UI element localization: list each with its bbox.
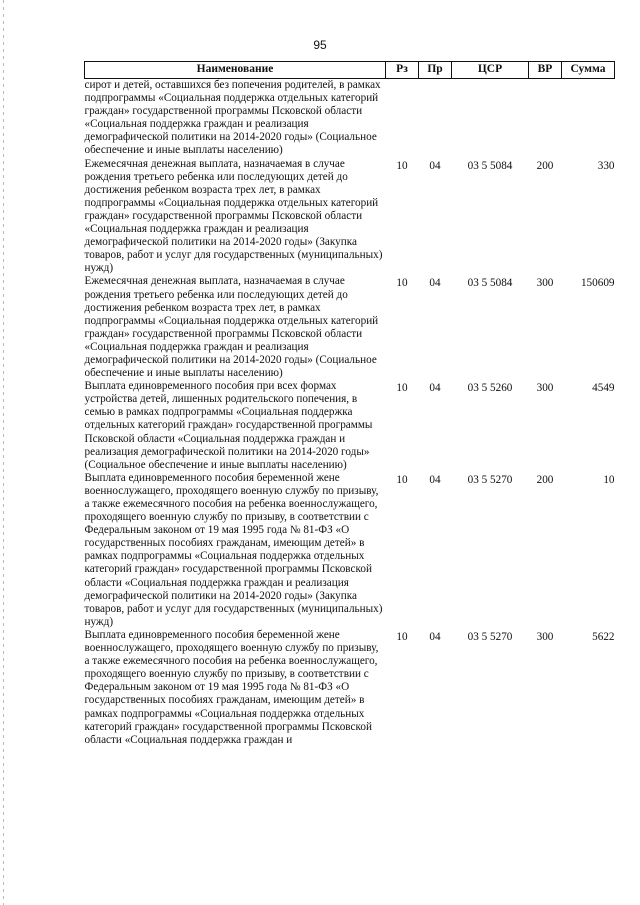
header-rz: Рз xyxy=(386,62,419,79)
row-pr: 04 xyxy=(429,473,441,486)
row-name: Ежемесячная денежная выплата, назначаемая в случае рождения третьего ребенка или последующих детей до достижения ребенком возраста трех лет, в рамках подпрограммы «Социальная поддержка отдельных категорий граждан» государственной программы Псковской области «Социальная поддержка граждан и реализация демографической политики на 2014-2020 годы» (Социальное обеспечение и иные выплаты населению) xyxy=(84,275,379,380)
row-vr xyxy=(529,79,562,158)
header-name: Наименование xyxy=(85,62,386,79)
row-csr: 03 5 5270 xyxy=(467,473,513,486)
table-row xyxy=(85,629,615,747)
table-header xyxy=(85,62,615,79)
header-sum: Сумма xyxy=(562,62,615,79)
table-row xyxy=(85,472,615,629)
row-sum: 330 xyxy=(597,159,615,172)
row-csr xyxy=(452,79,529,158)
row-name: Выплата единовременного пособия беременной жене военнослужащего, проходящего военную службу по призыву, а также ежемесячного пособия на ребенка военнослужащего, проходящего военную службу по призыву, в соответствии с Федеральным законом от 19 мая 1995 года № 81-ФЗ «О государственных пособиях гражданам, имеющим детей» в рамках подпрограммы «Социальная поддержка отдельных категорий граждан» государственной программы Псковской области «Социальная поддержка граждан и реализация демографической политики на 2014-2020 годы» (Закупка товаров, работ и услуг для государственных (муниципальных) нужд) xyxy=(84,471,383,628)
row-vr: 300 xyxy=(536,277,554,290)
table-row xyxy=(85,380,615,472)
row-rz: 10 xyxy=(396,159,408,172)
budget-table xyxy=(84,61,615,747)
row-vr: 300 xyxy=(536,382,554,395)
scan-edge xyxy=(3,0,4,905)
row-pr: 04 xyxy=(429,159,441,172)
row-vr: 300 xyxy=(536,630,554,643)
row-sum: 5622 xyxy=(592,630,615,643)
row-rz: 10 xyxy=(396,630,408,643)
header-csr: ЦСР xyxy=(452,62,529,79)
row-name: Выплата единовременного пособия беременной жене военнослужащего, проходящего военную службу по призыву, а также ежемесячного пособия на ребенка военнослужащего, проходящего военную службу по призыву, в соответствии с Федеральным законом от 19 мая 1995 года № 81-ФЗ «О государственных пособиях гражданам, имеющим детей» в рамках подпрограммы «Социальная поддержка отдельных категорий граждан» государственной программы Псковской области «Социальная поддержка граждан и xyxy=(84,628,379,746)
row-pr xyxy=(419,79,452,158)
row-name: Выплата единовременного пособия при всех формах устройства детей, лишенных родительского попечения, в семью в рамках подпрограммы «Социальная поддержка отдельных категорий граждан» государственной программы Псковской области «Социальная поддержка граждан и реализация демографической политики на 2014-2020 годы» (Социальное обеспечение и иные выплаты населению) xyxy=(84,380,373,471)
row-csr: 03 5 5260 xyxy=(467,382,513,395)
row-csr: 03 5 5084 xyxy=(467,159,513,172)
row-pr: 04 xyxy=(429,382,441,395)
header-pr: Пр xyxy=(419,62,452,79)
header-vr: ВР xyxy=(529,62,562,79)
row-csr: 03 5 5084 xyxy=(467,277,513,290)
row-csr: 03 5 5270 xyxy=(467,630,513,643)
row-pr: 04 xyxy=(429,630,441,643)
row-pr: 04 xyxy=(429,277,441,290)
table-row xyxy=(85,79,615,158)
table-row xyxy=(85,158,615,276)
row-rz: 10 xyxy=(396,473,408,486)
row-name: сирот и детей, оставшихся без попечения родителей, в рамках подпрограммы «Социальная поддержка отдельных категорий граждан» государственной программы Псковской области «Социальная поддержка граждан и реализация демографической политики на 2014-2020 годы» (Социальное обеспечение и иные выплаты населению) xyxy=(84,79,381,157)
row-vr: 200 xyxy=(536,473,554,486)
table-row xyxy=(85,275,615,380)
row-name: Ежемесячная денежная выплата, назначаемая в случае рождения третьего ребенка или последующих детей до достижения ребенком возраста трех лет, в рамках подпрограммы «Социальная поддержка отдельных категорий граждан» государственной программы Псковской области «Социальная поддержка граждан и реализация демографической политики на 2014-2020 годы» (Закупка товаров, работ и услуг для государственных (муниципальных) нужд) xyxy=(84,157,383,275)
row-sum: 4549 xyxy=(592,382,615,395)
row-rz: 10 xyxy=(396,277,408,290)
page-number: 95 xyxy=(313,38,327,52)
row-rz: 10 xyxy=(396,382,408,395)
row-rz xyxy=(386,79,419,158)
row-sum: 150609 xyxy=(580,277,615,290)
row-sum xyxy=(562,79,615,158)
row-sum: 10 xyxy=(603,473,615,486)
row-vr: 200 xyxy=(536,159,554,172)
